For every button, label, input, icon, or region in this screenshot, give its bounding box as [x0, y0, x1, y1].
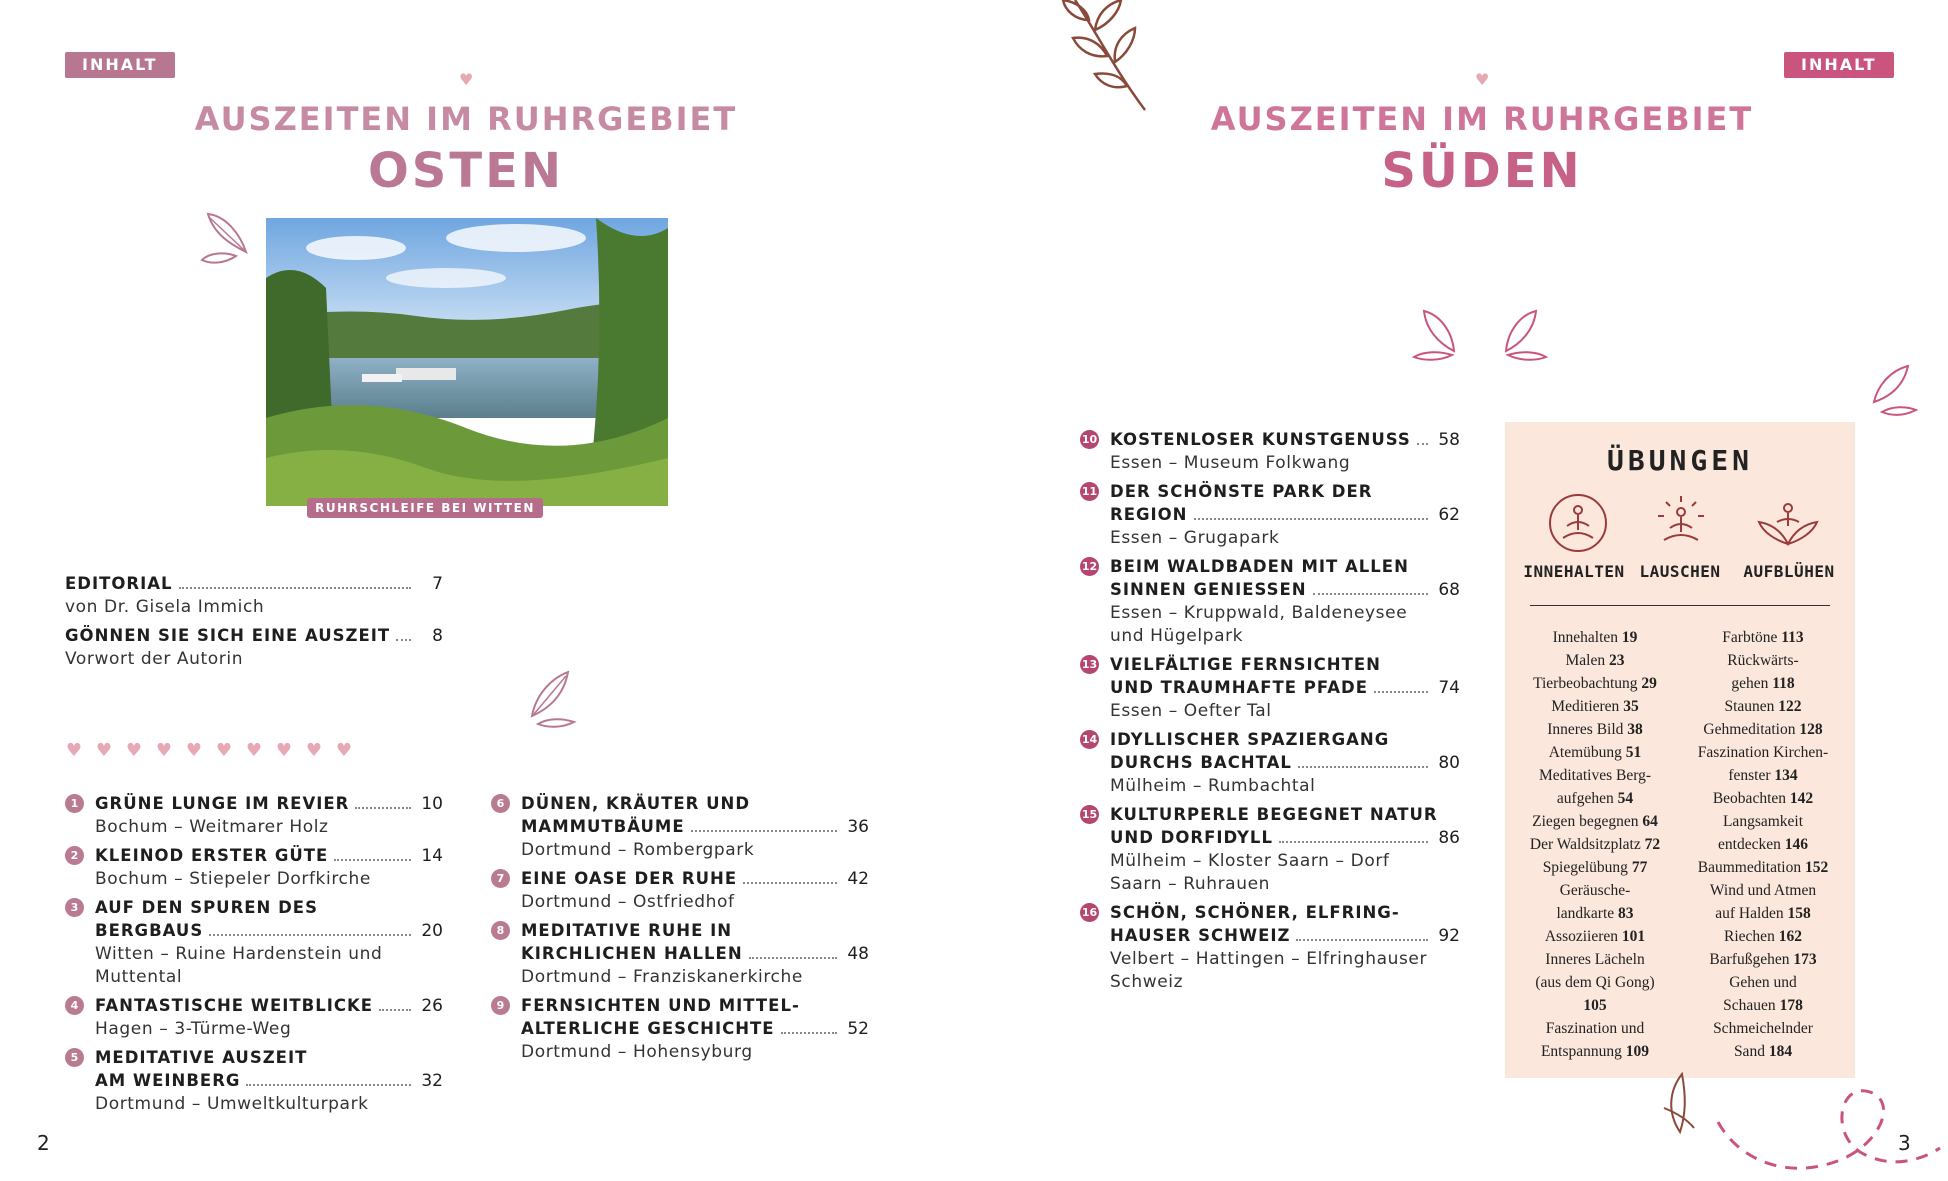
entry-number-badge: 2: [65, 846, 84, 865]
toc-entry[interactable]: [1081, 428, 1460, 475]
toc-entry[interactable]: [496, 867, 869, 914]
toc-entry-page: 7: [432, 574, 443, 594]
uebung-line[interactable]: (aus dem Qi Gong): [1535, 974, 1655, 991]
toc-entry-title-cont: MAMMUTBÄUME: [521, 817, 685, 836]
toc-entry-title: KULTURPERLE BEGEGNET NATUR: [1110, 805, 1438, 824]
hearts-divider: ♥ ♥ ♥ ♥ ♥ ♥ ♥ ♥ ♥ ♥: [65, 740, 353, 761]
uebung-line[interactable]: Entspannung 109: [1540, 1043, 1650, 1060]
uebungen-label-innehalten: INNEHALTEN: [1523, 562, 1625, 581]
toc-entry-page: 68: [1438, 580, 1460, 600]
entry-number-badge: 7: [491, 869, 510, 888]
heart-icon: ♥: [1475, 70, 1490, 89]
uebung-line[interactable]: Der Waldsitzplatz 72: [1529, 836, 1661, 853]
toc-entry-page: 80: [1438, 753, 1460, 773]
toc-entry-subtitle-cont: Muttental: [95, 967, 183, 987]
entry-number-badge: 6: [491, 794, 510, 813]
toc-entry-page: 74: [1438, 678, 1460, 698]
toc-entry-subtitle: Dortmund – Umweltkulturpark: [95, 1094, 369, 1114]
toc-entry-subtitle: Vorwort der Autorin: [65, 649, 244, 669]
toc-entry-page: 8: [432, 626, 443, 646]
photo-caption: RUHRSCHLEIFE BEI WITTEN: [307, 498, 543, 518]
toc-entry-title: EINE OASE DER RUHE: [521, 869, 738, 888]
page-heading-right-line2: SÜDEN: [1381, 143, 1583, 199]
toc-entry-subtitle-cont: und Hügelpark: [1110, 626, 1244, 646]
toc-entry-subtitle-cont: Schweiz: [1110, 972, 1184, 992]
uebung-line[interactable]: fenster 134: [1728, 767, 1798, 784]
toc-entry-title: KLEINOD ERSTER GÜTE: [95, 846, 329, 865]
toc-entry-subtitle: Mülheim – Kloster Saarn – Dorf: [1110, 851, 1390, 871]
toc-entry-title: VIELFÄLTIGE FERNSICHTEN: [1110, 655, 1381, 674]
uebung-line[interactable]: Staunen 122: [1724, 698, 1802, 715]
toc-entry[interactable]: [1081, 803, 1460, 896]
toc-entry-page: 86: [1438, 828, 1460, 848]
uebungen-label-aufbluehen: AUFBLÜHEN: [1743, 562, 1835, 581]
toc-entry-title: MEDITATIVE AUSZEIT: [95, 1048, 308, 1067]
uebung-line[interactable]: Meditieren 35: [1551, 698, 1639, 715]
uebung-line[interactable]: Riechen 162: [1724, 928, 1802, 945]
toc-entry[interactable]: [496, 792, 869, 862]
uebung-line[interactable]: Gehen und: [1729, 974, 1797, 991]
uebung-line[interactable]: Malen 23: [1565, 652, 1625, 669]
toc-entry-subtitle-cont: Saarn – Ruhrauen: [1110, 874, 1271, 894]
toc-entry-page: 10: [421, 794, 443, 814]
toc-entry[interactable]: [70, 896, 443, 989]
uebung-line[interactable]: auf Halden 158: [1715, 905, 1811, 922]
toc-entry-title: DER SCHÖNSTE PARK DER: [1110, 482, 1373, 501]
toc-entry[interactable]: [70, 792, 443, 839]
toc-entry-subtitle: Essen – Kruppwald, Baldeneysee: [1110, 603, 1408, 623]
uebung-line[interactable]: Sand 184: [1733, 1043, 1793, 1060]
uebungen-divider: [1530, 605, 1830, 606]
uebungen-right-column: [1683, 626, 1843, 1063]
heart-icon: ♥: [459, 70, 474, 89]
toc-entry-page: 52: [847, 1019, 869, 1039]
uebung-line[interactable]: Gehmeditation 128: [1703, 721, 1823, 738]
toc-entry-title-cont: HAUSER SCHWEIZ: [1110, 926, 1291, 945]
toc-entry-title-cont: REGION: [1110, 505, 1188, 524]
uebung-line[interactable]: Schauen 178: [1723, 997, 1803, 1014]
entry-number-badge: 5: [65, 1048, 84, 1067]
entry-number-badge: 9: [491, 996, 510, 1015]
entry-number-badge: 11: [1080, 482, 1099, 501]
toc-entry-title: IDYLLISCHER SPAZIERGANG: [1110, 730, 1390, 749]
toc-entry-subtitle: Bochum – Weitmarer Holz: [95, 817, 329, 837]
toc-entry-title: AUF DEN SPUREN DES: [95, 898, 318, 917]
toc-entry-subtitle: Bochum – Stiepeler Dorfkirche: [95, 869, 371, 889]
uebung-line[interactable]: Farbtöne 113: [1722, 629, 1804, 646]
uebung-line[interactable]: Faszination Kirchen-: [1697, 744, 1829, 761]
uebung-line[interactable]: gehen 118: [1731, 675, 1795, 692]
toc-entry[interactable]: [496, 919, 869, 989]
toc-entry-subtitle: Mülheim – Rumbachtal: [1110, 776, 1316, 796]
entry-number-badge: 13: [1080, 655, 1099, 674]
uebung-line[interactable]: Inneres Bild 38: [1547, 721, 1643, 738]
toc-entry-page: 36: [847, 817, 869, 837]
meditation-circle-icon: [1547, 492, 1609, 554]
toc-entry-title-cont: AM WEINBERG: [95, 1071, 241, 1090]
toc-entry-page: 14: [421, 846, 443, 866]
toc-entry-title: EDITORIAL: [65, 574, 173, 593]
toc-entry[interactable]: [1081, 555, 1460, 648]
toc-entry-title-cont: SINNEN GENIESSEN: [1110, 580, 1307, 599]
toc-entry-page: 92: [1438, 926, 1460, 946]
leaf-decoration-icon: [1862, 362, 1922, 418]
toc-entry-page: 26: [421, 996, 443, 1016]
toc-entry-subtitle: Essen – Grugapark: [1110, 528, 1280, 548]
uebung-line[interactable]: Atemübung 51: [1548, 744, 1642, 761]
toc-entry[interactable]: [70, 994, 443, 1041]
toc-entry-page: 48: [847, 944, 869, 964]
uebungen-label-lauschen: LAUSCHEN: [1639, 562, 1721, 581]
toc-entry-page: 58: [1438, 430, 1460, 450]
uebungen-box: [1505, 422, 1855, 1078]
uebungen-title: ÜBUNGEN: [1606, 444, 1753, 477]
leaf-decoration-icon: [518, 668, 580, 730]
page-heading-left-line2: OSTEN: [367, 143, 565, 199]
uebung-line[interactable]: 105: [1583, 997, 1607, 1014]
page-heading-left-line1: AUSZEITEN IM RUHRGEBIET: [194, 100, 738, 138]
toc-entry[interactable]: [70, 1046, 443, 1116]
entry-number-badge: 10: [1080, 430, 1099, 449]
uebungen-left-column: [1515, 626, 1675, 1063]
page-number-left: 2: [37, 1131, 50, 1155]
uebung-line[interactable]: Barfußgehen 173: [1709, 951, 1817, 968]
toc-entry-title: FANTASTISCHE WEITBLICKE: [95, 996, 374, 1015]
toc-entry-subtitle: Dortmund – Ostfriedhof: [521, 892, 735, 912]
uebung-line[interactable]: Langsamkeit: [1722, 813, 1804, 830]
inhalt-badge-left: INHALT: [65, 52, 175, 78]
toc-entry-subtitle: Dortmund – Hohensyburg: [521, 1042, 753, 1062]
uebung-line[interactable]: Spiegelübung 77: [1542, 859, 1648, 876]
toc-entry-subtitle: Essen – Oefter Tal: [1110, 701, 1272, 721]
toc-entry-subtitle: von Dr. Gisela Immich: [65, 597, 265, 617]
toc-entry-title-cont: ALTERLICHE GESCHICHTE: [521, 1019, 775, 1038]
entry-number-badge: 8: [491, 921, 510, 940]
toc-entry-title-cont: BERGBAUS: [95, 921, 204, 940]
entry-number-badge: 15: [1080, 805, 1099, 824]
toc-entry-page: 42: [847, 869, 869, 889]
entry-number-badge: 1: [65, 794, 84, 813]
meditation-lotus-icon: [1755, 492, 1821, 554]
toc-entry-page: 32: [421, 1071, 443, 1091]
toc-entry-subtitle: Hagen – 3-Türme-Weg: [95, 1019, 292, 1039]
toc-entry[interactable]: [496, 994, 869, 1064]
page-heading-right-line1: AUSZEITEN IM RUHRGEBIET: [1210, 100, 1754, 138]
toc-entry[interactable]: [1081, 480, 1460, 550]
leaf-decoration-icon: [1410, 305, 1550, 365]
uebung-line[interactable]: Inneres Lächeln: [1545, 951, 1645, 968]
uebung-line[interactable]: Baummeditation 152: [1697, 859, 1829, 876]
toc-entry-title: KOSTENLOSER KUNSTGENUSS: [1110, 430, 1411, 449]
ruhr-river-photo: [266, 218, 668, 506]
uebung-line[interactable]: Rückwärts-: [1727, 652, 1799, 669]
entry-number-badge: 4: [65, 996, 84, 1015]
uebung-line[interactable]: Innehalten 19: [1552, 629, 1638, 646]
toc-entry-title: MEDITATIVE RUHE IN: [521, 921, 733, 940]
toc-entry-page: 20: [421, 921, 443, 941]
toc-entry-title: BEIM WALDBADEN MIT ALLEN: [1110, 557, 1409, 576]
entry-number-badge: 14: [1080, 730, 1099, 749]
toc-entry[interactable]: [1081, 653, 1460, 723]
toc-entry[interactable]: [1081, 728, 1460, 798]
uebung-line[interactable]: Ziegen begegnen 64: [1532, 813, 1658, 830]
toc-entry-subtitle: Dortmund – Franziskanerkirche: [521, 967, 803, 987]
toc-entry-title: DÜNEN, KRÄUTER UND: [521, 794, 751, 813]
entry-number-badge: 16: [1080, 903, 1099, 922]
toc-entry-title: GÖNNEN SIE SICH EINE AUSZEIT: [65, 626, 391, 645]
toc-entry-title-cont: UND DORFIDYLL: [1110, 828, 1273, 847]
leaf-decoration-icon: [196, 208, 256, 268]
toc-entry-vorwort[interactable]: [65, 624, 443, 671]
uebung-line[interactable]: Meditatives Berg-: [1538, 767, 1652, 784]
uebung-line[interactable]: landkarte 83: [1556, 905, 1634, 922]
entry-number-badge: 12: [1080, 557, 1099, 576]
toc-entry-subtitle: Velbert – Hattingen – Elfringhauser: [1110, 949, 1428, 969]
toc-entry-subtitle: Essen – Museum Folkwang: [1110, 453, 1351, 473]
toc-entry-title: SCHÖN, SCHÖNER, ELFRING-: [1110, 903, 1400, 922]
toc-entry-page: 62: [1438, 505, 1460, 525]
toc-entry-subtitle: Witten – Ruine Hardenstein und: [95, 944, 383, 964]
inhalt-badge-right: INHALT: [1784, 52, 1894, 78]
uebung-line[interactable]: aufgehen 54: [1556, 790, 1634, 807]
toc-entry-title: FERNSICHTEN UND MITTEL-: [521, 996, 800, 1015]
toc-entry-title-cont: KIRCHLICHEN HALLEN: [521, 944, 743, 963]
toc-entry-subtitle: Dortmund – Rombergpark: [521, 840, 755, 860]
toc-entry-title-cont: UND TRAUMHAFTE PFADE: [1110, 678, 1369, 697]
dashed-path-decoration-icon: [1660, 1052, 1948, 1181]
toc-entry[interactable]: [1081, 901, 1460, 994]
uebung-line[interactable]: Assoziieren 101: [1544, 928, 1646, 945]
page-number-right: 3: [1898, 1131, 1911, 1155]
uebung-line[interactable]: Beobachten 142: [1712, 790, 1814, 807]
branch-decoration-icon: [1055, 0, 1165, 115]
uebung-line[interactable]: Wind und Atmen: [1709, 882, 1817, 899]
entry-number-badge: 3: [65, 898, 84, 917]
toc-entry-editorial[interactable]: [65, 572, 443, 619]
uebung-line[interactable]: Schmeichelnder: [1713, 1020, 1813, 1037]
toc-entry-title: GRÜNE LUNGE IM REVIER: [95, 794, 350, 813]
uebung-line[interactable]: Geräusche-: [1559, 882, 1631, 899]
uebung-line[interactable]: Faszination und: [1545, 1020, 1645, 1037]
toc-entry[interactable]: [70, 844, 443, 891]
uebung-line[interactable]: entdecken 146: [1718, 836, 1808, 853]
uebung-line[interactable]: Tierbeobachtung 29: [1533, 675, 1657, 692]
meditation-rays-icon: [1650, 492, 1712, 554]
toc-entry-title-cont: DURCHS BACHTAL: [1110, 753, 1292, 772]
